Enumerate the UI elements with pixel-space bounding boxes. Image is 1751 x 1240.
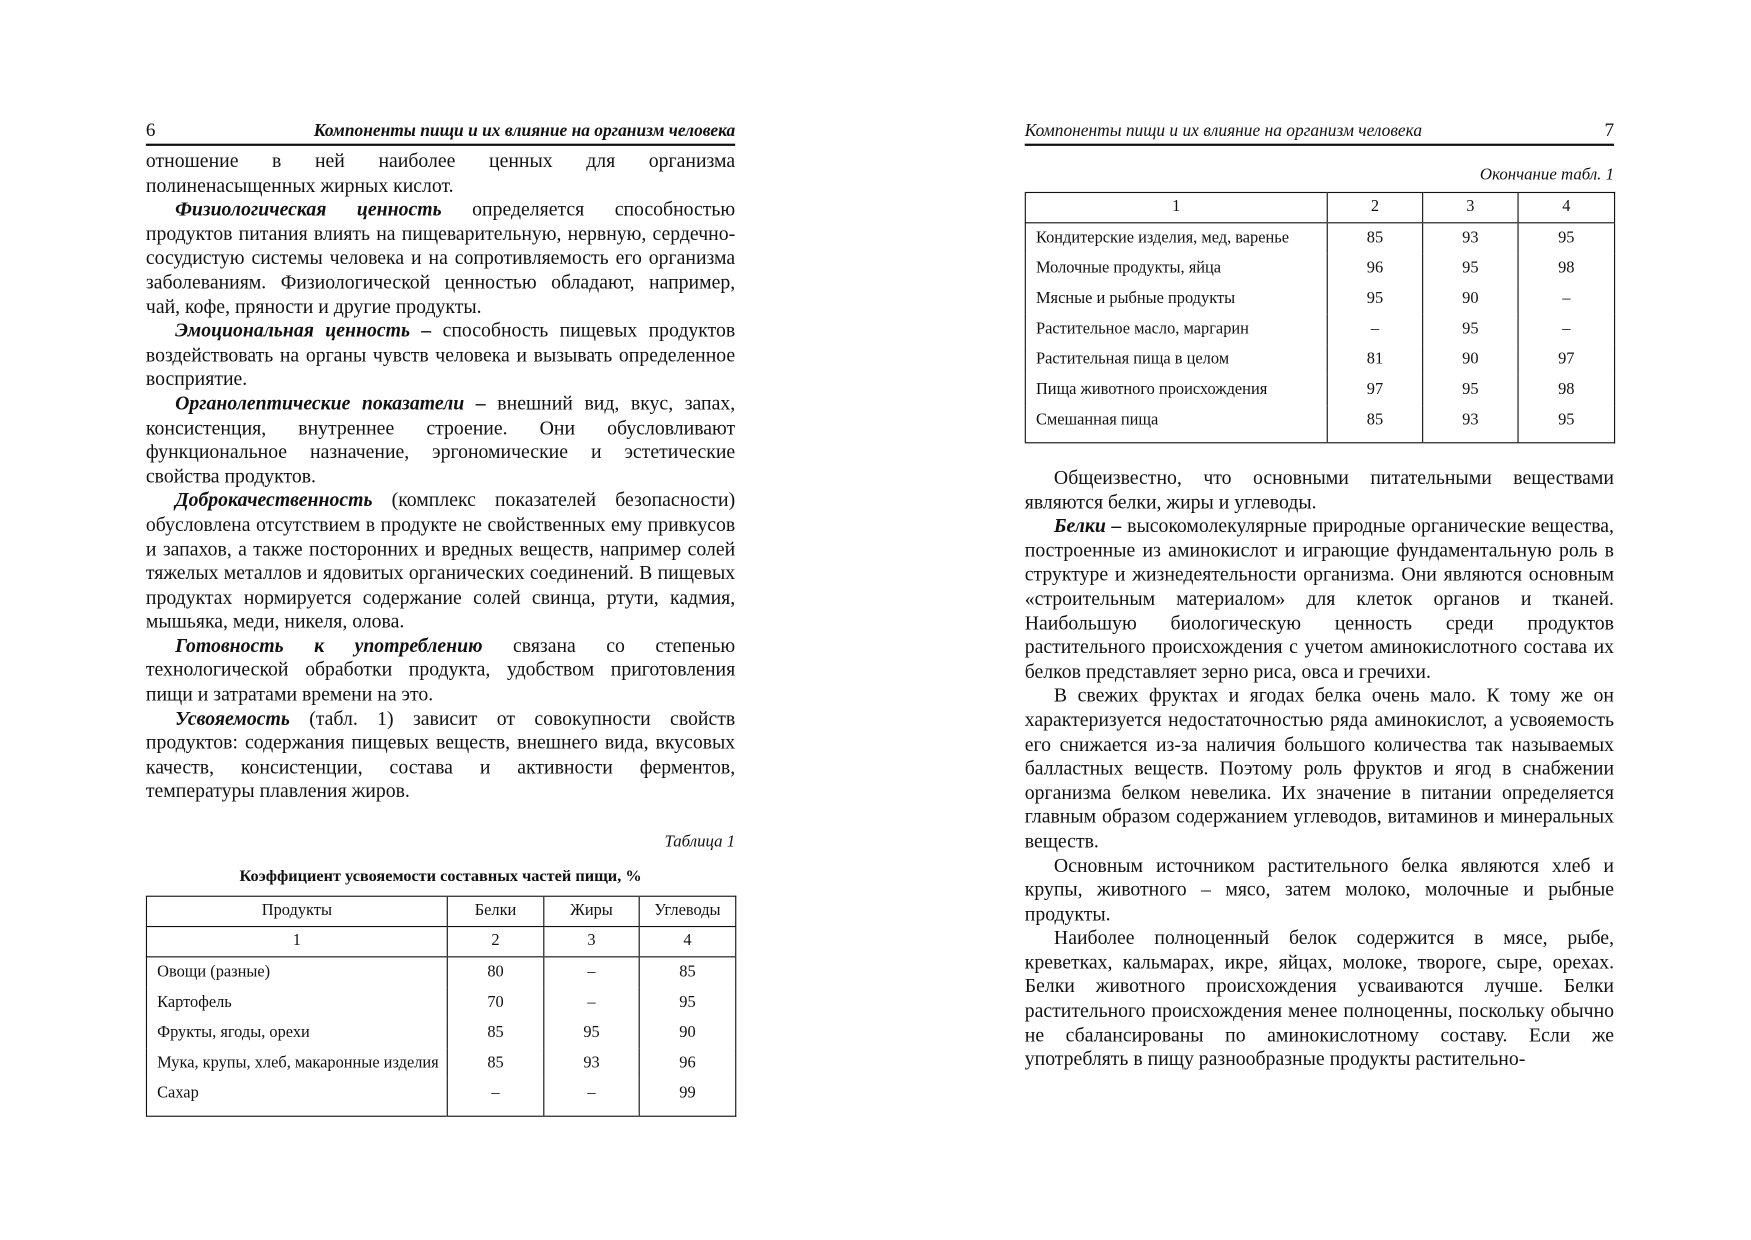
table-row [1025, 223, 1614, 254]
running-header [1025, 117, 1614, 146]
value-cell: 98 [1518, 254, 1615, 284]
paragraph-text: определяется способностью продуктов питания влиять на пищеварительную, нервную, сердечно-сосудистую системы человека и на сопротивляемость его организма заболеваниям. Физиологической ценностью обладают, например, чай, кофе, пряности и другие продукты. [145, 197, 736, 318]
value-cell: 95 [1423, 375, 1518, 405]
value-cell: 90 [639, 1018, 736, 1048]
value-cell: 95 [1518, 405, 1615, 443]
column-number-row [146, 927, 735, 957]
value-cell: 85 [447, 1018, 544, 1048]
paragraph [1025, 684, 1614, 854]
paragraph [1025, 854, 1614, 927]
value-cell: 95 [544, 1018, 639, 1048]
running-head-title: Компоненты пищи и их влияние на организм человека [1024, 121, 1423, 141]
column-number: 2 [447, 927, 544, 957]
paragraph [146, 198, 735, 319]
header-cell: Углеводы [639, 896, 736, 926]
term-lead: Усвояемость [175, 706, 290, 730]
value-cell: 81 [1327, 345, 1422, 375]
column-number: 3 [1423, 192, 1518, 222]
paragraph-text: Наиболее полноценный белок содержится в мясе, рыбе, креветках, кальмарах, икре, яйцах, молоке, твороге, сыре, орехах. Белки животного происхождения усваиваются лучше. Белки растительного происхождения менее полноценны, поскольку обычно не сбалансированы по аминокислотному составу. Если же употреблять в пищу разнообразные продукты растительно- [1024, 926, 1615, 1070]
value-cell: – [1518, 314, 1615, 344]
value-cell: – [544, 957, 639, 988]
paragraph [1025, 926, 1614, 1071]
paragraph [146, 489, 735, 634]
value-cell: 95 [1423, 254, 1518, 284]
term-lead: Эмоциональная ценность – [175, 318, 432, 342]
term-lead: Готовность к употреблению [175, 634, 483, 657]
paragraph [146, 392, 735, 489]
value-cell: 95 [1518, 223, 1615, 254]
running-header [146, 117, 735, 146]
value-cell: 95 [639, 988, 736, 1018]
paragraph-text: Общеизвестно, что основными питательными веществами являются белки, жиры и углеводы. [1024, 465, 1615, 513]
body-text [1025, 466, 1614, 1072]
value-cell: 85 [1327, 223, 1422, 254]
left-page [146, 117, 735, 1117]
paragraph [1025, 466, 1614, 514]
paragraph-text: отношение в ней наиболее ценных для организма полиненасыщенных жирных кислот. [145, 149, 736, 196]
digestibility-table [146, 896, 736, 1117]
table-row [146, 957, 735, 988]
table-row [146, 1079, 735, 1117]
value-cell: – [544, 1079, 639, 1117]
table-caption: Окончание табл. 1 [1479, 166, 1615, 185]
product-name-cell: Картофель [146, 988, 447, 1018]
header-cell: Белки [447, 896, 544, 926]
paragraph-text: (комплекс показателей безопасности) обусловлена отсутствием в продукте не свойственных ему привкусов и запахов, а также посторонних и вредных веществ, например солей тяжелых металлов и ядовитых органических соединений. В пищевых продуктах нормируется содержание солей свинца, ртути, кадмия, мышьяка, меди, никеля, олова. [145, 488, 736, 633]
paragraph-text: Основным источником растительного белка являются хлеб и крупы, животного – мясо, затем молоко, молочные и рыбные продукты. [1024, 853, 1615, 925]
paragraph-text: связана со степенью технологической обработки продукта, удобством приготовления пищи и затратами времени на это. [145, 634, 736, 705]
paragraph [146, 319, 735, 392]
table-row [1025, 405, 1614, 443]
value-cell: 97 [1518, 345, 1615, 375]
page-number: 6 [145, 118, 156, 141]
table-row [1025, 254, 1614, 284]
paragraph [146, 707, 735, 804]
column-number: 1 [1025, 192, 1327, 222]
term-lead: Доброкачественность [175, 488, 373, 512]
value-cell: 85 [1327, 405, 1422, 443]
value-cell: 95 [1327, 284, 1422, 314]
term-lead: Белки – [1053, 514, 1122, 537]
table-row [146, 1018, 735, 1048]
product-name-cell: Молочные продукты, яйца [1025, 254, 1327, 284]
column-number: 3 [544, 927, 639, 957]
page-number: 7 [1604, 118, 1615, 141]
value-cell: 93 [1423, 223, 1518, 254]
column-number-row [1025, 192, 1614, 222]
value-cell: 95 [1423, 314, 1518, 344]
table-row [146, 1048, 735, 1078]
value-cell: – [1518, 284, 1615, 314]
product-name-cell: Овощи (разные) [146, 957, 447, 988]
digestibility-table-continued [1025, 192, 1615, 443]
term-lead: Органолептические показатели – [175, 391, 486, 415]
product-name-cell: Сахар [146, 1079, 447, 1117]
value-cell: 85 [639, 957, 736, 988]
product-name-cell: Кондитерские изделия, мед, варенье [1025, 223, 1327, 254]
body-text [146, 149, 735, 803]
value-cell: 93 [544, 1048, 639, 1078]
value-cell: 98 [1518, 375, 1615, 405]
value-cell: 85 [447, 1048, 544, 1078]
paragraph-text: (табл. 1) зависит от совокупности свойств продуктов: содержания пищевых веществ, внешнего вида, вкусовых качеств, консистенции, состава и активности ферментов, температуры плавления жиров. [145, 706, 736, 802]
value-cell: 93 [1423, 405, 1518, 443]
paragraph [1025, 514, 1614, 684]
right-page [1025, 117, 1614, 1072]
paragraph-text: внешний вид, вкус, запах, консистенция, внутреннее строение. Они обусловливают функциональное назначение, эргономические и эстетические свойства продуктов. [145, 391, 736, 487]
paragraph-text: В свежих фруктах и ягодах белка очень мало. К тому же он характеризуется недостаточностью ряда аминокислот, а усвояемость его снижается из-за наличия большого количества так называемых балластных веществ. Поэтому роль фруктов и ягод в снабжении организма белком невелика. Их значение в питании определяется главным образом содержанием углеводов, витаминов и минеральных веществ. [1024, 683, 1615, 852]
value-cell: 80 [447, 957, 544, 988]
value-cell: 97 [1327, 375, 1422, 405]
product-name-cell: Пища животного происхождения [1025, 375, 1327, 405]
term-lead: Физиологическая ценность [175, 197, 442, 221]
product-name-cell: Растительное масло, маргарин [1025, 314, 1327, 344]
running-head-title: Компоненты пищи и их влияние на организм человека [313, 121, 736, 141]
product-name-cell: Растительная пища в целом [1025, 345, 1327, 375]
table-row [1025, 345, 1614, 375]
table-row [1025, 284, 1614, 314]
value-cell: 99 [639, 1079, 736, 1117]
value-cell: – [1327, 314, 1422, 344]
paragraph-text: способность пищевых продуктов воздействовать на органы чувств человека и вызывать определенное восприятие. [145, 318, 736, 390]
product-name-cell: Фрукты, ягоды, орехи [146, 1018, 447, 1048]
header-cell: Жиры [544, 896, 639, 926]
paragraph-text: высокомолекулярные природные органические вещества, построенные из аминокислот и играющие фундаментальную роль в структуре и жизнедеятельности организма. Они являются основным «строительным материалом» для клеток органов и тканей. Наибольшую биологическую ценность среди продуктов растительного происхождения с учетом аминокислотного состава их белков представляет зерно риса, овса и гречихи. [1024, 514, 1615, 683]
value-cell: 70 [447, 988, 544, 1018]
table-title: Коэффициент усвояемости составных частей пищи, % [239, 867, 642, 886]
value-cell: 96 [1327, 254, 1422, 284]
table-caption: Таблица 1 [664, 832, 736, 851]
column-number: 1 [146, 927, 447, 957]
value-cell: 90 [1423, 284, 1518, 314]
column-number: 4 [639, 927, 736, 957]
paragraph [146, 149, 735, 197]
table-row [146, 988, 735, 1018]
value-cell: – [544, 988, 639, 1018]
column-number: 4 [1518, 192, 1615, 222]
value-cell: 96 [639, 1048, 736, 1078]
product-name-cell: Смешанная пища [1025, 405, 1327, 443]
table-row [1025, 375, 1614, 405]
product-name-cell: Мясные и рыбные продукты [1025, 284, 1327, 314]
value-cell: – [447, 1079, 544, 1117]
table-header-row [146, 896, 735, 926]
product-name-cell: Мука, крупы, хлеб, макаронные изделия [146, 1048, 447, 1078]
paragraph [146, 634, 735, 707]
table-row [1025, 314, 1614, 344]
column-number: 2 [1327, 192, 1422, 222]
value-cell: 90 [1423, 345, 1518, 375]
header-cell: Продукты [146, 896, 447, 926]
